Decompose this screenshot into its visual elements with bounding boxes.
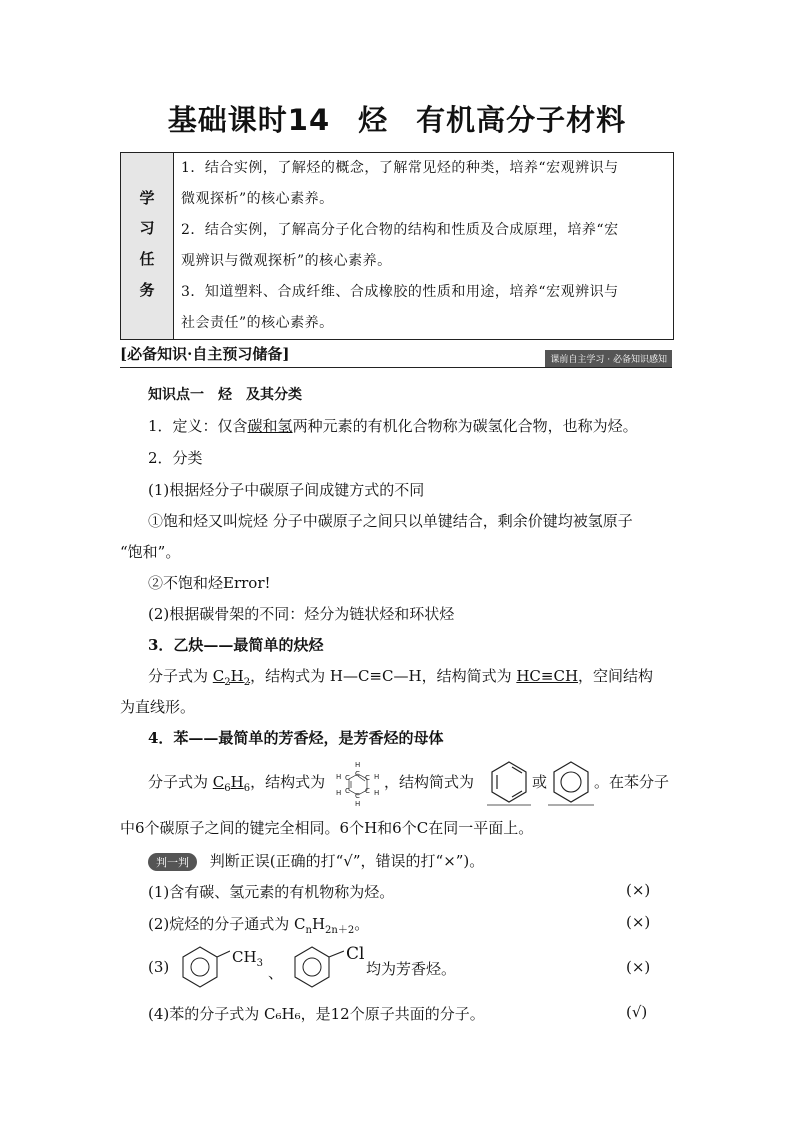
benzene-line — [148, 771, 325, 794]
definition-line — [148, 415, 638, 436]
classification-subitem: ①饱和烃又叫烷烃 分子中碳原子之间只以单键结合，剩余价键均被氢原子 — [148, 512, 633, 530]
classification-item: (2)根据碳骨架的不同：烃分为链状烃和环状烃 — [148, 605, 455, 623]
separator: 、 — [268, 964, 284, 982]
task-line: 观辨识与微观探析”的核心素养。 — [181, 253, 392, 269]
text-span: C — [212, 667, 225, 685]
learning-tasks-box — [120, 152, 674, 340]
page-title — [0, 98, 794, 139]
svg-text:C: C — [365, 774, 370, 782]
or-word: 或 — [532, 773, 548, 791]
methyl-group-label — [232, 948, 263, 969]
svg-text:H: H — [355, 761, 361, 769]
subscript: 2 — [224, 677, 231, 688]
judge-intro — [148, 850, 484, 871]
text-span: H — [311, 915, 326, 933]
judge-mark-3: (×) — [626, 958, 651, 976]
judge-item-4: (4)苯的分子式为 C₆H₆，是12个原子共面的分子。 — [148, 1005, 485, 1023]
benzene-line-cont: 中6个碳原子之间的键完全相同。6个H和6个C在同一平面上。 — [120, 819, 534, 837]
svg-text:C: C — [365, 787, 370, 795]
classification-heading: 2．分类 — [148, 449, 203, 467]
title-subtopic: 有机高分子材料 — [416, 103, 627, 137]
judge-instructions: 判断正误(正确的打“√”，错误的打“×”)。 — [209, 852, 485, 870]
title-lesson: 基础课时14 — [167, 103, 331, 137]
svg-text:H: H — [336, 789, 342, 797]
section-tag: 课前自主学习 · 必备知识感知 — [545, 350, 672, 367]
text-span: 分子式为 — [148, 773, 213, 791]
text-span: ，空间结构 — [578, 667, 654, 685]
svg-text:H: H — [374, 773, 380, 781]
benzene-circle-icon — [548, 758, 594, 806]
benzene-line-mid: ，结构简式为 — [384, 773, 475, 791]
benzene-kekule-icon — [487, 758, 531, 806]
knowledge-heading: 知识点一 烃 及其分类 — [148, 387, 302, 403]
learning-tasks-header — [121, 153, 174, 339]
subscript: 3 — [256, 958, 263, 969]
text-span: ，结构式为 H—C≡C—H，结构简式为 — [250, 667, 517, 685]
judge-item-3-text: 均为芳香烃。 — [366, 960, 457, 978]
benzene-heading: 4．苯——最简单的芳香烃，是芳香烃的母体 — [148, 729, 444, 747]
section-title: [必备知识·自主预习储备] — [120, 345, 290, 363]
task-head-char: 务 — [139, 281, 155, 299]
judge-item-1: (1)含有碳、氢元素的有机物称为烃。 — [148, 883, 395, 901]
svg-text:H: H — [355, 800, 361, 808]
svg-text:H: H — [336, 773, 342, 781]
task-line: 1．结合实例，了解烃的概念，了解常见烃的种类，培养“宏观辨识与 — [181, 160, 619, 176]
task-line: 3．知道塑料、合成纤维、合成橡胶的性质和用途，培养“宏观辨识与 — [181, 284, 619, 300]
chloro-label: Cl — [346, 944, 365, 964]
svg-text:C: C — [345, 787, 350, 795]
subscript: n — [305, 925, 312, 936]
text-span: (2)烷烃的分子通式为 C — [148, 915, 306, 933]
text-span: H — [230, 773, 244, 791]
judge-item-2 — [148, 913, 369, 936]
title-topic: 烃 — [358, 103, 389, 137]
svg-text:C: C — [355, 792, 360, 800]
text-span: C — [212, 773, 225, 791]
classification-item: (1)根据烃分子中碳原子间成键方式的不同 — [148, 481, 425, 499]
subscript: 2n＋2 — [325, 925, 355, 936]
underlined-term: 碳和氢 — [247, 417, 293, 435]
chlorobenzene-structure-icon — [292, 945, 344, 989]
section-header — [120, 343, 672, 368]
text-span: ，结构式为 — [250, 773, 326, 791]
structural-formula: HC≡CH — [516, 667, 579, 685]
learning-tasks-content — [181, 153, 665, 339]
task-head-char: 习 — [139, 219, 155, 237]
judge-item-3-num: (3) — [148, 958, 170, 976]
judge-badge: 判一判 — [148, 853, 197, 871]
acetylene-line-cont: 为直线形。 — [120, 698, 196, 716]
classification-subitem: ②不饱和烃Error! — [148, 574, 271, 592]
text-span: 分子式为 — [148, 667, 213, 685]
text-span: 1．定义：仅含 — [148, 417, 248, 435]
text-span: 两种元素的有机化合物称为碳氢化合物，也称为烃。 — [292, 417, 638, 435]
benzene-structure-diagram — [334, 760, 382, 808]
classification-subitem-cont: “饱和”。 — [120, 543, 181, 561]
subscript: 6 — [243, 783, 251, 794]
task-line: 社会责任”的核心素养。 — [181, 315, 334, 331]
svg-text:H: H — [374, 789, 380, 797]
subscript: 2 — [243, 677, 251, 688]
task-line: 微观探析”的核心素养。 — [181, 191, 334, 207]
benzene-line-end: 。在苯分子 — [594, 773, 670, 791]
subscript: 6 — [224, 783, 231, 794]
task-head-char: 学 — [139, 189, 155, 207]
task-line: 2．结合实例，了解高分子化合物的结构和性质及合成原理，培养“宏 — [181, 222, 619, 238]
judge-mark-2: (×) — [626, 913, 651, 931]
formula-c6h6 — [212, 773, 251, 794]
acetylene-line — [148, 665, 653, 688]
acetylene-heading: 3．乙炔——最简单的炔烃 — [148, 636, 324, 654]
task-head-char: 任 — [139, 250, 155, 268]
text-span: CH — [232, 948, 257, 966]
text-span: 。 — [354, 915, 370, 933]
svg-text:C: C — [345, 774, 350, 782]
toluene-structure-icon — [180, 945, 230, 989]
judge-mark-1: (×) — [626, 881, 651, 899]
svg-text:C: C — [355, 770, 360, 778]
text-span: H — [230, 667, 244, 685]
formula-c2h2 — [212, 667, 251, 688]
judge-mark-4: (√) — [626, 1003, 648, 1021]
